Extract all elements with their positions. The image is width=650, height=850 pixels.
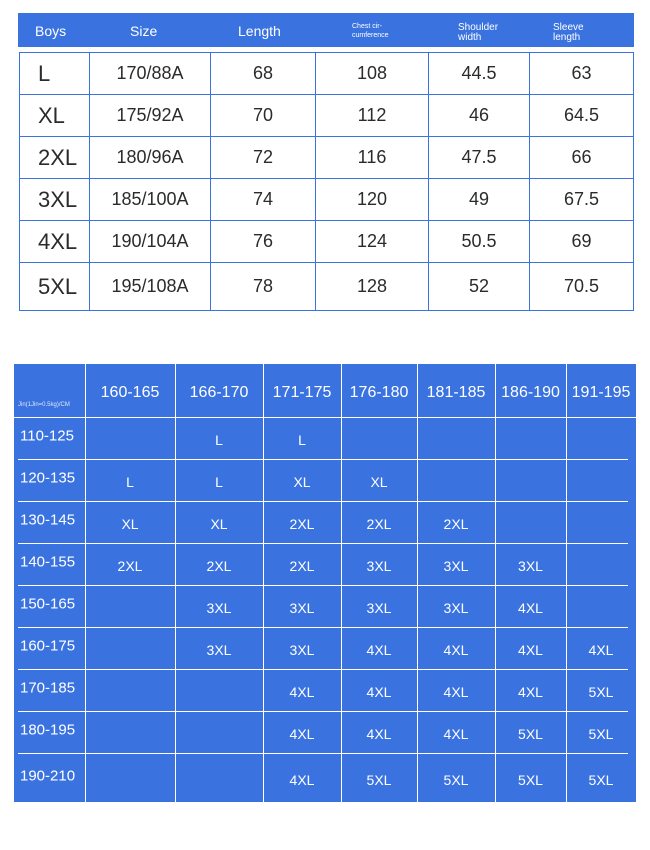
recommended-size: 4XL [366, 684, 392, 701]
height-range-header: 181-185 [426, 383, 486, 401]
recommended-size: 2XL [117, 558, 143, 575]
recommended-size: 3XL [289, 642, 315, 659]
grid-hline [18, 585, 628, 586]
cell-sleeve: 63 [530, 53, 634, 95]
recommended-size: 3XL [443, 558, 469, 575]
recommended-size: 5XL [366, 771, 392, 788]
grid-hline [18, 501, 628, 502]
cell-chest-size-code: 175/92A [90, 95, 211, 137]
grid-vline [495, 364, 496, 802]
recommended-size: 4XL [443, 642, 469, 659]
size-row [20, 221, 634, 263]
header-shoulder-line1: Shoulder [458, 22, 499, 33]
height-range-header: 166-170 [189, 383, 249, 401]
recommended-size: 4XL [366, 726, 392, 743]
weight-range-label: 140-155 [20, 553, 76, 571]
recommended-size: 4XL [518, 684, 543, 701]
cell-sleeve: 70.5 [530, 263, 634, 311]
weight-range-label: 190-210 [20, 767, 76, 784]
recommended-size: 2XL [289, 558, 315, 575]
grid-vline [263, 364, 264, 802]
cell-length: 74 [211, 179, 316, 221]
recommended-size: 4XL [518, 642, 543, 659]
recommended-size: 4XL [518, 600, 543, 617]
cell-chest: 112 [316, 95, 429, 137]
recommended-size: L [215, 432, 223, 449]
recommended-size: 4XL [289, 726, 315, 743]
grid-vline [566, 364, 567, 802]
cell-shoulder: 49 [429, 179, 530, 221]
cell-shoulder: 52 [429, 263, 530, 311]
recommended-size: 4XL [443, 684, 469, 701]
weight-range-label: 130-145 [20, 511, 76, 529]
cell-size: 5XL [20, 263, 90, 311]
cell-chest-size-code: 185/100A [90, 179, 211, 221]
recommended-size: 3XL [206, 642, 232, 659]
recommended-size: 5XL [518, 771, 543, 788]
cell-length: 68 [211, 53, 316, 95]
recommended-size: 3XL [366, 558, 392, 575]
header-sleeve [553, 23, 584, 43]
recommended-size: 5XL [443, 771, 469, 788]
cell-size: 2XL [20, 137, 90, 179]
weight-range-label: 170-185 [20, 679, 76, 697]
cell-size: 4XL [20, 221, 90, 263]
cell-size: XL [20, 95, 90, 137]
size-row [20, 53, 634, 95]
header-shoulder-line2: width [458, 32, 482, 43]
cell-size: 3XL [20, 179, 90, 221]
cell-sleeve: 66 [530, 137, 634, 179]
cell-shoulder: 50.5 [429, 221, 530, 263]
recommended-size: 3XL [289, 600, 315, 617]
header-chest [352, 22, 389, 40]
cell-chest: 124 [316, 221, 429, 263]
recommended-size: 5XL [588, 726, 614, 743]
cell-chest-size-code: 170/88A [90, 53, 211, 95]
height-range-header: 186-190 [501, 383, 560, 401]
height-range-header: 176-180 [349, 383, 409, 401]
recommended-size: XL [370, 474, 388, 491]
recommended-size: L [215, 474, 223, 491]
cell-length: 78 [211, 263, 316, 311]
grid-vline [175, 364, 176, 802]
recommended-size: 4XL [289, 771, 315, 788]
cell-chest-size-code: 190/104A [90, 221, 211, 263]
header-sleeve-line1: Sleeve [553, 22, 584, 33]
cell-chest-size-code: 195/108A [90, 263, 211, 311]
recommended-size: 2XL [206, 558, 232, 575]
height-range-header: 191-195 [571, 383, 631, 401]
cell-length: 76 [211, 221, 316, 263]
header-chest-line2: cumference [352, 32, 389, 39]
cell-shoulder: 47.5 [429, 137, 530, 179]
recommended-size: 3XL [443, 600, 469, 617]
recommended-size: XL [210, 516, 228, 533]
header-shoulder [458, 23, 498, 43]
cell-chest-size-code: 180/96A [90, 137, 211, 179]
header-boys: Boys [35, 23, 67, 39]
cell-length: 70 [211, 95, 316, 137]
recommended-size: 2XL [366, 516, 392, 533]
recommended-size: 5XL [588, 771, 614, 788]
recommended-size: 3XL [518, 558, 543, 575]
recommended-size: 2XL [443, 516, 469, 533]
header-sleeve-line2: length [553, 32, 581, 43]
recommended-size: 4XL [366, 642, 392, 659]
size-row [20, 179, 634, 221]
size-recommendation-chart [14, 364, 636, 802]
weight-range-label: 180-195 [20, 721, 76, 739]
grid-hline [18, 627, 628, 628]
header-length: Length [238, 23, 281, 39]
grid-vline [417, 364, 418, 802]
corner-label: Jin(1Jin=0.5kg)/CM [18, 402, 70, 408]
grid-hline [18, 459, 628, 460]
recommended-size: XL [121, 516, 139, 533]
weight-range-label: 120-135 [20, 469, 76, 487]
grid-hline [18, 753, 628, 754]
header-size: Size [130, 23, 158, 39]
grid-vline [341, 364, 342, 802]
header-chest-line1: Chest cir- [352, 23, 382, 30]
grid-hline [18, 711, 628, 712]
size-row [20, 95, 634, 137]
recommended-size: 4XL [443, 726, 469, 743]
cell-sleeve: 64.5 [530, 95, 634, 137]
cell-chest: 128 [316, 263, 429, 311]
cell-length: 72 [211, 137, 316, 179]
grid-vline [85, 364, 86, 802]
weight-range-label: 110-125 [20, 427, 74, 445]
recommended-size: 3XL [206, 600, 232, 617]
size-row [20, 263, 634, 311]
recommended-size: 4XL [588, 642, 614, 659]
height-range-header: 160-165 [100, 383, 160, 401]
recommended-size: XL [293, 474, 311, 491]
recommended-size: L [126, 474, 134, 491]
cell-size: L [20, 53, 90, 95]
cell-sleeve: 67.5 [530, 179, 634, 221]
size-chart-header [18, 13, 634, 47]
size-row [20, 137, 634, 179]
size-chart-table [19, 52, 634, 311]
height-range-header: 171-175 [272, 383, 332, 401]
grid-hline [18, 543, 628, 544]
cell-chest: 116 [316, 137, 429, 179]
cell-chest: 108 [316, 53, 429, 95]
recommended-size: 2XL [289, 516, 315, 533]
recommended-size: 5XL [518, 726, 543, 743]
weight-range-label: 150-165 [20, 595, 76, 613]
cell-sleeve: 69 [530, 221, 634, 263]
grid-hline [18, 669, 628, 670]
recommended-size: 5XL [588, 684, 614, 701]
recommended-size: 3XL [366, 600, 392, 617]
cell-shoulder: 44.5 [429, 53, 530, 95]
weight-range-label: 160-175 [20, 637, 76, 655]
grid-hline [14, 417, 636, 418]
recommended-size: L [298, 432, 306, 449]
recommended-size: 4XL [289, 684, 315, 701]
cell-shoulder: 46 [429, 95, 530, 137]
cell-chest: 120 [316, 179, 429, 221]
